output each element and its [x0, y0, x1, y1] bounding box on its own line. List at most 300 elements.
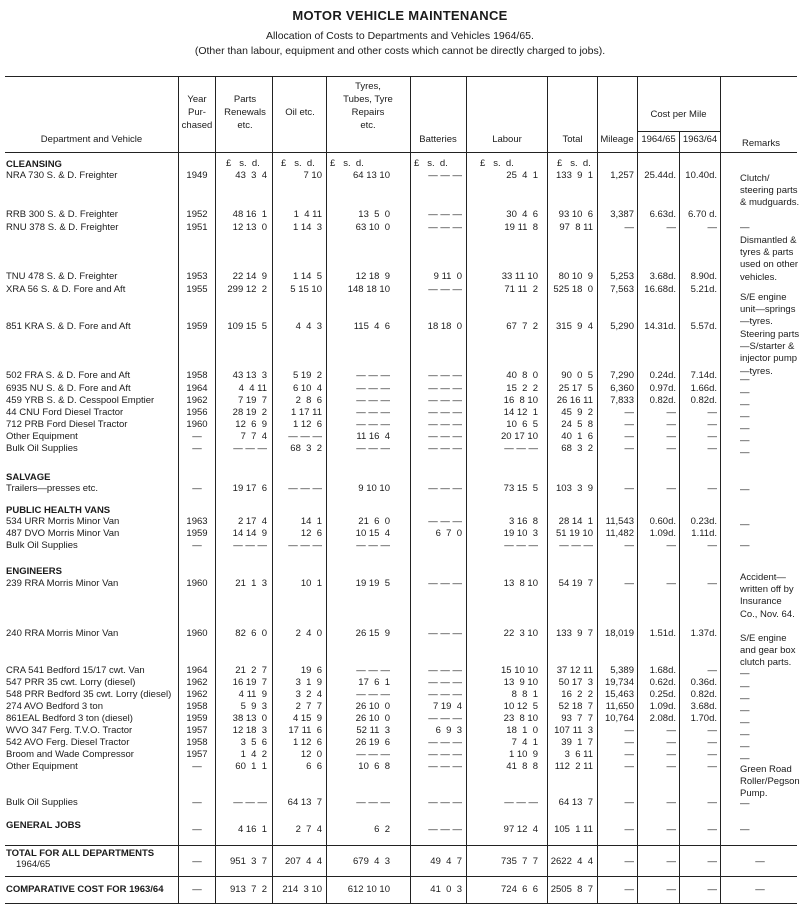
row-year-value: 1960	[186, 578, 208, 589]
row-c2-value: 1.37d.	[690, 628, 717, 639]
row-mile-value: —	[624, 483, 634, 494]
row-lab-value: 41 8 8	[506, 761, 538, 772]
row-year-value: —	[192, 483, 202, 494]
row-total-value: 525 18 0	[553, 284, 593, 295]
remarks-note: —	[740, 387, 750, 398]
row-bat-value: — — —	[428, 284, 462, 295]
row-mile-value: 7,833	[610, 395, 634, 406]
row-bat-value: — — —	[428, 407, 462, 418]
row-c2-value: 0.23d.	[690, 516, 717, 527]
row-bat-value: — — —	[428, 761, 462, 772]
row-parts-value: 21 1 3	[235, 578, 267, 589]
row-c1-value: 2.08d.	[649, 713, 676, 724]
totals-c1-value: —	[666, 884, 676, 895]
row-c2-value: —	[707, 578, 717, 589]
row-c2-value: —	[707, 797, 717, 808]
row-year-value: 1958	[186, 701, 208, 712]
row-oil-value: — — —	[288, 540, 322, 551]
row-parts-value: 43 3 4	[235, 170, 267, 181]
row-c1-value: —	[666, 761, 676, 772]
row-mile-value: 5,253	[610, 271, 634, 282]
row-year-value: 1962	[186, 677, 208, 688]
row-c1-value: —	[666, 443, 676, 454]
row-vehicle-label: 44 CNU Ford Diesel Tractor	[6, 407, 124, 418]
row-mile-value: 19,734	[604, 677, 634, 688]
row-mile-value: —	[624, 761, 634, 772]
row-c2-value: 3.68d.	[690, 701, 717, 712]
totals-oil-value: 207 4 4	[285, 856, 322, 867]
row-parts-value: 7 19 7	[237, 395, 267, 406]
row-tyres-value: 19 19 5	[355, 578, 390, 589]
row-year-value: —	[192, 824, 202, 835]
row-tyres-value: — — —	[356, 689, 390, 700]
row-total-value: 54 19 7	[558, 578, 593, 589]
row-vehicle-label: 534 URR Morris Minor Van	[6, 516, 120, 527]
row-vehicle-label: 239 RRA Morris Minor Van	[6, 578, 119, 589]
remarks-note: —	[740, 540, 750, 551]
remarks-note: —	[740, 693, 750, 704]
row-tyres-value: — — —	[356, 370, 390, 381]
row-oil-value: 12 0	[300, 749, 322, 760]
row-mile-value: —	[624, 797, 634, 808]
row-tyres-value: 10 15 4	[355, 528, 390, 539]
row-tyres-value: — — —	[356, 749, 390, 760]
totals-tyres-value: 612 10 10	[347, 884, 390, 895]
totals-bat-value: 41 0 3	[430, 884, 462, 895]
row-tyres-value: 63 10 0	[355, 222, 390, 233]
row-total-value: 25 17 5	[558, 383, 593, 394]
row-year-value: 1953	[186, 271, 208, 282]
row-parts-value: 60 1 1	[235, 761, 267, 772]
row-c1-value: 25.44d.	[644, 170, 676, 181]
row-mile-value: 3,387	[610, 209, 634, 220]
row-total-value: 3 6 11	[564, 749, 593, 760]
row-year-value: 1951	[186, 222, 208, 233]
row-lab-value: 23 8 10	[503, 713, 538, 724]
row-total-value: 26 16 11	[556, 395, 593, 406]
row-bat-value: — — —	[428, 431, 462, 442]
row-vehicle-label: Broom and Wade Compressor	[6, 749, 134, 760]
row-c2-value: —	[707, 419, 717, 430]
header-batteries: Batteries	[419, 134, 457, 145]
section-heading: PUBLIC HEALTH VANS	[6, 505, 111, 516]
row-c1-value: —	[666, 540, 676, 551]
totals-bat-value: 49 4 7	[430, 856, 462, 867]
remarks-note: —	[740, 374, 750, 385]
remarks-note: S/E engine and gear box clutch parts.	[740, 633, 796, 669]
row-lab-value: 73 15 5	[503, 483, 538, 494]
row-total-value: 133 9 7	[556, 628, 593, 639]
remarks-note: —	[740, 705, 750, 716]
totals-parts-value: 951 3 7	[230, 856, 267, 867]
page-subtitle: Allocation of Costs to Departments and Vehicles 1964/65.	[266, 30, 534, 42]
row-c2-value: 0.36d.	[690, 677, 717, 688]
row-bat-value: 7 19 4	[432, 701, 462, 712]
unit-label: £ s. d.	[414, 158, 448, 169]
row-tyres-value: — — —	[356, 395, 390, 406]
row-oil-value: 6 6	[306, 761, 322, 772]
row-parts-value: 22 14 9	[232, 271, 267, 282]
remarks-note: —	[740, 681, 750, 692]
row-year-value: 1956	[186, 407, 208, 418]
totals-oil-value: 214 3 10	[282, 884, 322, 895]
row-parts-value: 38 13 0	[232, 713, 267, 724]
row-total-value: 16 2 2	[561, 689, 593, 700]
row-vehicle-label: WVO 347 Ferg. T.V.O. Tractor	[6, 725, 133, 736]
row-c1-value: —	[666, 725, 676, 736]
row-tyres-value: 21 6 0	[358, 516, 390, 527]
unit-label: £ s. d.	[480, 158, 514, 169]
totals-mile-value: —	[624, 856, 634, 867]
row-oil-value: 1 12 6	[292, 737, 322, 748]
remarks-note: S/E engine unit—springs —tyres.	[740, 292, 796, 328]
row-c1-value: 6.63d.	[649, 209, 676, 220]
row-bat-value: — — —	[428, 578, 462, 589]
unit-label: £ s. d.	[330, 158, 364, 169]
row-vehicle-label: NRA 730 S. & D. Freighter	[6, 170, 118, 181]
row-year-value: 1962	[186, 395, 208, 406]
row-mile-value: —	[624, 407, 634, 418]
row-mile-value: —	[624, 222, 634, 233]
row-oil-value: 1 14 3	[292, 222, 322, 233]
row-mile-value: 15,463	[604, 689, 634, 700]
row-c2-value: 0.82d.	[690, 395, 717, 406]
row-lab-value: 71 11 2	[504, 284, 538, 295]
row-bat-value: — — —	[428, 824, 462, 835]
row-oil-value: 2 8 6	[295, 395, 322, 406]
header-cpm-1963: 1963/64	[682, 134, 718, 145]
row-c2-value: —	[707, 761, 717, 772]
row-vehicle-label: CRA 541 Bedford 15/17 cwt. Van	[6, 665, 145, 676]
row-vehicle-label: Trailers—presses etc.	[6, 483, 99, 494]
remarks-note: —	[740, 423, 750, 434]
row-bat-value: — — —	[428, 749, 462, 760]
section-heading: ENGINEERS	[6, 566, 62, 577]
remarks-note: —	[740, 729, 750, 740]
row-bat-value: — — —	[428, 443, 462, 454]
row-mile-value: 7,563	[610, 284, 634, 295]
col-divider	[178, 76, 179, 904]
row-lab-value: 30 4 6	[506, 209, 538, 220]
row-total-value: 24 5 8	[561, 419, 593, 430]
header-remarks: Remarks	[741, 138, 780, 149]
row-total-value: 133 9 1	[556, 170, 593, 181]
row-year-value: 1963	[186, 516, 208, 527]
row-lab-value: 7 4 1	[511, 737, 538, 748]
remarks-note: —	[740, 519, 750, 530]
row-tyres-value: 9 10 10	[358, 483, 390, 494]
row-total-value: 315 9 4	[556, 321, 593, 332]
row-bat-value: 9 11 0	[433, 271, 462, 282]
row-mile-value: —	[624, 725, 634, 736]
row-lab-value: 15 2 2	[506, 383, 538, 394]
header-mileage: Mileage	[600, 134, 634, 145]
totals-parts-value: 913 7 2	[230, 884, 267, 895]
row-mile-value: —	[624, 419, 634, 430]
row-tyres-value: 115 4 6	[353, 321, 390, 332]
row-c2-value: —	[707, 540, 717, 551]
row-total-value: 105 1 11	[554, 824, 593, 835]
row-oil-value: 4 15 9	[292, 713, 322, 724]
row-parts-value: 21 2 7	[235, 665, 267, 676]
row-bat-value: — — —	[428, 677, 462, 688]
row-c1-value: —	[666, 419, 676, 430]
row-total-value: 51 19 10	[556, 528, 593, 539]
row-mile-value: 10,764	[604, 713, 634, 724]
row-oil-value: 7 10	[303, 170, 322, 181]
header-parts: Parts Renewals etc.	[224, 94, 266, 131]
row-vehicle-label: 547 PRR 35 cwt. Lorry (diesel)	[6, 677, 136, 688]
row-c1-value: 1.51d.	[649, 628, 676, 639]
row-parts-value: — — —	[233, 443, 267, 454]
row-parts-value: 109 15 5	[227, 321, 267, 332]
row-mile-value: 5,389	[610, 665, 634, 676]
row-bat-value: — — —	[428, 170, 462, 181]
row-parts-value: 4 16 1	[237, 824, 267, 835]
totals-mile-value: —	[624, 884, 634, 895]
row-parts-value: 299 12 2	[227, 284, 267, 295]
row-year-value: 1949	[186, 170, 208, 181]
row-bat-value: — — —	[428, 209, 462, 220]
remarks-note: —	[740, 741, 750, 752]
remarks-note: —	[740, 484, 750, 495]
row-oil-value: 2 7 4	[295, 824, 322, 835]
row-c2-value: —	[707, 431, 717, 442]
row-lab-value: 13 9 10	[503, 677, 538, 688]
row-total-value: 103 3 9	[556, 483, 593, 494]
row-year-value: —	[192, 443, 202, 454]
row-tyres-value: 148 18 10	[347, 284, 390, 295]
row-total-value: 37 12 11	[556, 665, 593, 676]
row-c1-value: 0.24d.	[649, 370, 676, 381]
row-c1-value: —	[666, 483, 676, 494]
row-lab-value: 8 8 1	[511, 689, 538, 700]
row-year-value: —	[192, 540, 202, 551]
row-parts-value: 12 13 0	[232, 222, 267, 233]
row-oil-value: 1 17 11	[291, 407, 322, 418]
remarks-note: —	[740, 447, 750, 458]
header-total: Total	[562, 134, 583, 145]
row-vehicle-label: 851 KRA S. & D. Fore and Aft	[6, 321, 131, 332]
row-lab-value: 67 7 2	[506, 321, 538, 332]
row-total-value: 93 7 7	[561, 713, 593, 724]
row-year-value: 1962	[186, 689, 208, 700]
row-year-value: 1959	[186, 528, 208, 539]
row-oil-value: 1 12 6	[292, 419, 322, 430]
row-oil-value: 3 2 4	[295, 689, 322, 700]
row-bat-value: 6 7 0	[435, 528, 462, 539]
row-tyres-value: 26 19 6	[355, 737, 390, 748]
row-bat-value: — — —	[428, 370, 462, 381]
row-bat-value: — — —	[428, 665, 462, 676]
row-lab-value: 18 1 0	[506, 725, 538, 736]
row-oil-value: 10 1	[300, 578, 322, 589]
row-c1-value: 0.97d.	[649, 383, 676, 394]
row-c1-value: —	[666, 407, 676, 418]
row-oil-value: 12 6	[300, 528, 322, 539]
row-total-value: 97 8 11	[559, 222, 593, 233]
totals-total-value: 2505 8 7	[550, 884, 593, 895]
row-total-value: 93 10 6	[558, 209, 593, 220]
row-vehicle-label: Bulk Oil Supplies	[6, 540, 78, 551]
row-year-value: 1959	[186, 713, 208, 724]
remarks-note: —	[740, 668, 750, 679]
row-parts-value: 3 5 6	[240, 737, 267, 748]
row-bat-value: — — —	[428, 689, 462, 700]
row-parts-value: 7 7 4	[240, 431, 267, 442]
row-parts-value: 2 17 4	[237, 516, 267, 527]
row-lab-value: 19 11 8	[504, 222, 538, 233]
row-bat-value: — — —	[428, 516, 462, 527]
row-bat-value: — — —	[428, 419, 462, 430]
row-tyres-value: 10 6 8	[358, 761, 390, 772]
unit-label: £ s. d.	[281, 158, 315, 169]
row-lab-value: 15 10 10	[501, 665, 538, 676]
page-subtitle-note: (Other than labour, equipment and other costs which cannot be directly charged to jobs).	[194, 45, 606, 57]
row-c2-value: —	[707, 824, 717, 835]
remarks-note: Green Road Roller/Pegson Pump.	[740, 764, 800, 800]
row-c2-value: 1.70d.	[690, 713, 717, 724]
row-vehicle-label: 548 PRR Bedford 35 cwt. Lorry (diesel)	[6, 689, 172, 700]
row-mile-value: —	[624, 431, 634, 442]
row-oil-value: 1 14 5	[292, 271, 322, 282]
row-vehicle-label: 502 FRA S. & D. Fore and Aft	[6, 370, 131, 381]
row-mile-value: —	[624, 749, 634, 760]
totals-c2-value: —	[707, 856, 717, 867]
row-c1-value: —	[666, 578, 676, 589]
row-tyres-value: 6 2	[374, 824, 390, 835]
section-heading: CLEANSING	[6, 159, 62, 170]
totals-year-value: —	[192, 884, 202, 895]
row-c2-value: 1.11d.	[691, 528, 717, 539]
row-mile-value: —	[624, 443, 634, 454]
row-oil-value: — — —	[288, 483, 322, 494]
row-vehicle-label: Bulk Oil Supplies	[6, 797, 78, 808]
row-c1-value: 0.25d.	[649, 689, 676, 700]
row-vehicle-label: 487 DVO Morris Minor Van	[6, 528, 120, 539]
row-total-value: 39 1 7	[561, 737, 593, 748]
unit-label: £ s. d.	[557, 158, 591, 169]
row-parts-value: 14 14 9	[232, 528, 267, 539]
row-year-value: 1960	[186, 628, 208, 639]
row-vehicle-label: Other Equipment	[6, 761, 78, 772]
row-c1-value: —	[666, 749, 676, 760]
row-mile-value: 7,290	[610, 370, 634, 381]
row-c2-value: 8.90d.	[690, 271, 717, 282]
row-tyres-value: — — —	[356, 419, 390, 430]
row-c2-value: —	[707, 749, 717, 760]
row-tyres-value: 26 10 0	[355, 701, 390, 712]
row-lab-value: 1 10 9	[508, 749, 538, 760]
totals-c1-value: —	[666, 856, 676, 867]
totals-lab-value: 735 7 7	[501, 856, 538, 867]
row-oil-value: 14 1	[300, 516, 322, 527]
row-c2-value: 10.40d.	[685, 170, 717, 181]
row-oil-value: 3 1 9	[295, 677, 322, 688]
remarks-note: —	[740, 399, 750, 410]
row-lab-value: 22 3 10	[503, 628, 538, 639]
row-tyres-value: — — —	[356, 383, 390, 394]
row-c1-value: —	[666, 797, 676, 808]
row-oil-value: 2 4 0	[295, 628, 322, 639]
row-total-value: 112 2 11	[554, 761, 593, 772]
row-c1-value: —	[666, 222, 676, 233]
row-c2-value: —	[707, 737, 717, 748]
row-mile-value: 11,650	[605, 701, 634, 712]
row-bat-value: — — —	[428, 483, 462, 494]
row-oil-value: 2 7 7	[295, 701, 322, 712]
header-labour: Labour	[492, 134, 522, 145]
row-bat-value: — — —	[428, 222, 462, 233]
row-mile-value: 11,543	[605, 516, 634, 527]
row-lab-value: 25 4 1	[506, 170, 538, 181]
remarks-note: —	[740, 798, 750, 809]
row-year-value: 1964	[186, 383, 208, 394]
row-mile-value: —	[624, 578, 634, 589]
row-parts-value: 28 19 2	[232, 407, 267, 418]
unit-label: £ s. d.	[226, 158, 260, 169]
header-cpm-1964: 1964/65	[641, 134, 676, 145]
totals-remarks-value: —	[755, 856, 765, 867]
row-lab-value: 16 8 10	[503, 395, 538, 406]
row-c2-value: 0.82d.	[690, 689, 717, 700]
row-year-value: 1952	[186, 209, 208, 220]
row-lab-value: 3 16 8	[508, 516, 538, 527]
row-c2-value: —	[707, 665, 717, 676]
row-oil-value: 6 10 4	[292, 383, 322, 394]
row-c2-value: 6.70 d.	[687, 209, 717, 220]
remarks-note: Dismantled & tyres & parts used on other vehicles.	[740, 235, 799, 283]
row-mile-value: —	[624, 737, 634, 748]
row-parts-value: — — —	[233, 540, 267, 551]
header-oil: Oil etc.	[285, 107, 315, 118]
row-vehicle-label: 240 RRA Morris Minor Van	[6, 628, 119, 639]
row-tyres-value: — — —	[356, 797, 390, 808]
row-parts-value: 16 19 7	[232, 677, 267, 688]
row-tyres-value: — — —	[356, 443, 390, 454]
row-lab-value: 40 8 0	[506, 370, 538, 381]
row-c2-value: —	[707, 222, 717, 233]
col-divider	[720, 76, 721, 904]
row-vehicle-label: 459 YRB S. & D. Cesspool Emptier	[6, 395, 155, 406]
row-parts-value: 4 4 11	[238, 383, 267, 394]
row-oil-value: 68 3 2	[290, 443, 322, 454]
row-tyres-value: 52 11 3	[356, 725, 390, 736]
row-parts-value: 4 11 9	[238, 689, 267, 700]
table-top-rule	[5, 76, 797, 77]
row-oil-value: 5 19 2	[292, 370, 322, 381]
row-c2-value: —	[707, 443, 717, 454]
row-parts-value: 5 9 3	[240, 701, 267, 712]
remarks-note: Clutch/ steering parts & mudguards.	[740, 173, 800, 209]
row-mile-value: 1,257	[610, 170, 634, 181]
row-c1-value: 1.68d.	[649, 665, 676, 676]
row-lab-value: 33 11 10	[501, 271, 538, 282]
row-year-value: 1957	[186, 725, 208, 736]
row-c1-value: 1.09d.	[649, 528, 676, 539]
row-total-value: 107 11 3	[554, 725, 593, 736]
row-tyres-value: 17 6 1	[358, 677, 390, 688]
row-vehicle-label: RNU 378 S. & D. Freighter	[6, 222, 119, 233]
row-oil-value: 5 15 10	[290, 284, 322, 295]
row-c1-value: —	[666, 824, 676, 835]
totals-c2-value: —	[707, 884, 717, 895]
row-year-value: 1958	[186, 370, 208, 381]
row-year-value: 1955	[186, 284, 208, 295]
row-oil-value: — — —	[288, 431, 322, 442]
row-tyres-value: 26 10 0	[355, 713, 390, 724]
row-mile-value: —	[624, 824, 634, 835]
